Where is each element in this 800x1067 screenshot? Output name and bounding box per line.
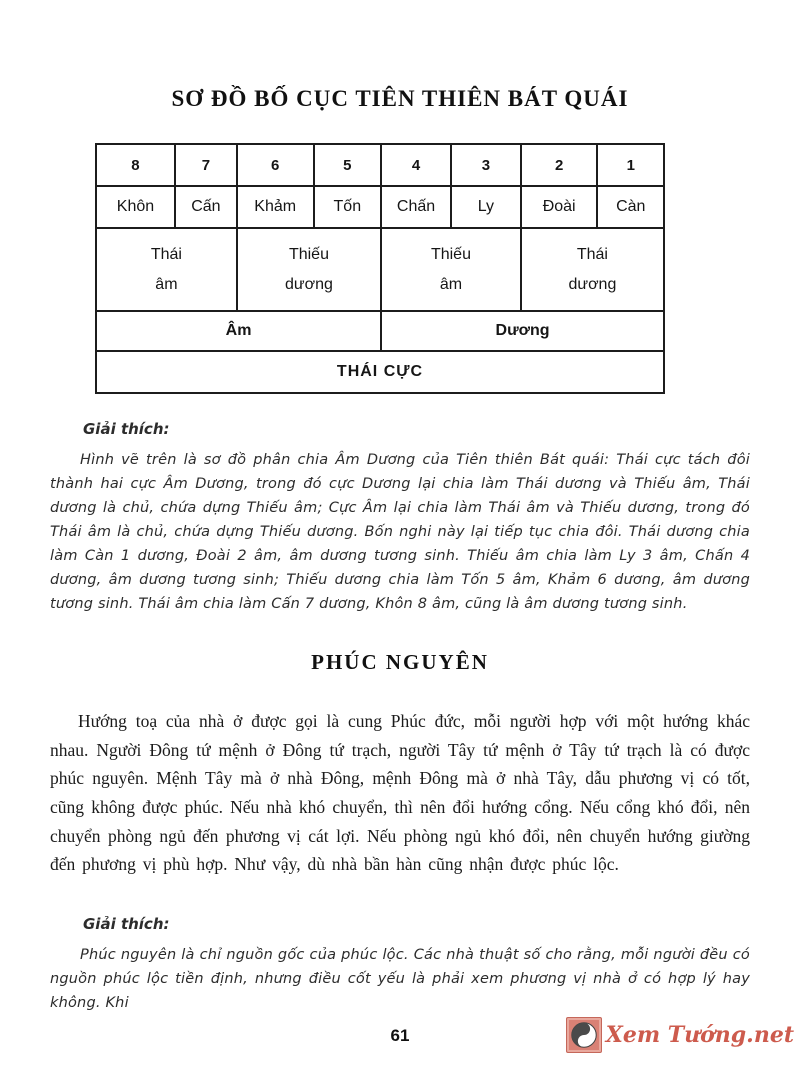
table-cell-trigram: Khảm: [237, 186, 314, 228]
table-cell-number: 7: [175, 144, 237, 186]
table-cell-number: 3: [451, 144, 521, 186]
table-cell-number: 1: [597, 144, 664, 186]
table-cell-four-image: [96, 228, 237, 311]
yin-yang-icon: [566, 1017, 602, 1053]
table-cell-supreme: THÁI CỰC: [96, 351, 664, 393]
table-cell-pole: Âm: [96, 311, 381, 351]
four-image-line: âm: [155, 275, 178, 293]
table-row-trigrams: [96, 186, 664, 228]
four-image-line: âm: [439, 275, 463, 293]
four-image-line: Thái: [576, 245, 608, 263]
explanation-label: Giải thích:: [83, 420, 170, 438]
table-row-four-images: [96, 228, 664, 311]
table-cell-pole: Dương: [381, 311, 664, 351]
table-cell-number: 2: [521, 144, 598, 186]
four-image-line: Thiếu: [430, 245, 471, 263]
page-body: [50, 420, 750, 1015]
table-cell-number: 5: [314, 144, 382, 186]
table-cell-trigram: Càn: [597, 186, 664, 228]
table-cell-number: 4: [381, 144, 451, 186]
explanation-section-2: [50, 915, 750, 1015]
table-cell-number: 6: [237, 144, 314, 186]
table-cell-trigram: Tốn: [314, 186, 382, 228]
table-cell-trigram: Đoài: [521, 186, 598, 228]
table-cell-four-image: [237, 228, 381, 311]
table-cell-trigram: Khôn: [96, 186, 175, 228]
table-cell-trigram: Cấn: [175, 186, 237, 228]
page-title: SƠ ĐỒ BỐ CỤC TIÊN THIÊN BÁT QUÁI: [171, 86, 629, 111]
table-cell-four-image: [381, 228, 521, 311]
explanation-label: Giải thích:: [83, 914, 170, 933]
phuc-nguyen-paragraph: Hướng toạ của nhà ở được gọi là cung Phúc đức, mỗi người hợp với một hướng khác nhau. Người Đông tứ mệnh ở Đông tứ trạch, người Tây tứ mệnh ở Tây tứ trạch là có được phúc nguyên. Mệnh Tây mà ở nhà Đông, mệnh Đông mà ở nhà Tây, dẫu phương vị có tốt, cũng không được phúc. Nếu nhà khó chuyển, thì nên đổi hướng cổng. Nếu cổng khó đổi, nên chuyển phòng ngủ đến phương vị cát lợi. Nếu phòng ngủ khó đổi, nên chuyển hướng giường đến phương vị phù hợp. Như vậy, dù nhà bần hàn cũng nhận được phúc lộc.: [50, 711, 750, 875]
watermark-text: Xem Tướng.net: [605, 1022, 794, 1048]
explanation-paragraph: Phúc nguyên là chỉ nguồn gốc của phúc lộc. Các nhà thuật số cho rằng, mỗi người đều có nguồn phúc lộc tiền định, nhưng điều cốt yếu là phải xem phương vị nhà ở có hợp lý hay không. Khi: [50, 946, 750, 1011]
table-cell-trigram: Chấn: [381, 186, 451, 228]
four-image-line: Thiếu: [288, 245, 329, 263]
explanation-paragraph: Hình vẽ trên là sơ đồ phân chia Âm Dương của Tiên thiên Bát quái: Thái cực tách đôi thành hai cực Âm Dương, trong đó cực Dương lại chia làm Thái dương và Thiếu âm, Thái dương là chủ, chứa dựng Thiếu âm; Cực Âm lại chia làm Thái âm và Thiếu dương, trong đó Thái âm là chủ, chứa dựng Thiếu dương. Bốn nghi này lại tiếp tục chia đôi. Thái dương chia làm Càn 1 dương, Đoài 2 âm, âm dương tương sinh. Thiếu âm chia làm Ly 3 âm, Chấn 4 dương, âm dương tương sinh; Thiếu dương chia làm Tốn 5 âm, Khảm 6 dương, âm dương tương sinh. Thái âm chia làm Cấn 7 dương, Khôn 8 âm, cũng là âm dương tương sinh.: [50, 452, 750, 613]
page-number: 61: [390, 1026, 410, 1045]
four-image-line: Thái: [150, 245, 182, 263]
table-row-numbers: [96, 144, 664, 186]
four-image-line: dương: [285, 275, 333, 293]
watermark: [566, 1017, 794, 1053]
table-row-supreme: [96, 351, 664, 393]
bagua-table: [95, 143, 665, 394]
explanation-section-1: [50, 420, 750, 616]
table-cell-trigram: Ly: [451, 186, 521, 228]
section-heading-phuc-nguyen: PHÚC NGUYÊN: [311, 650, 489, 675]
four-image-line: dương: [568, 275, 617, 293]
table-row-poles: [96, 311, 664, 351]
table-cell-number: 8: [96, 144, 175, 186]
table-cell-four-image: [521, 228, 664, 311]
